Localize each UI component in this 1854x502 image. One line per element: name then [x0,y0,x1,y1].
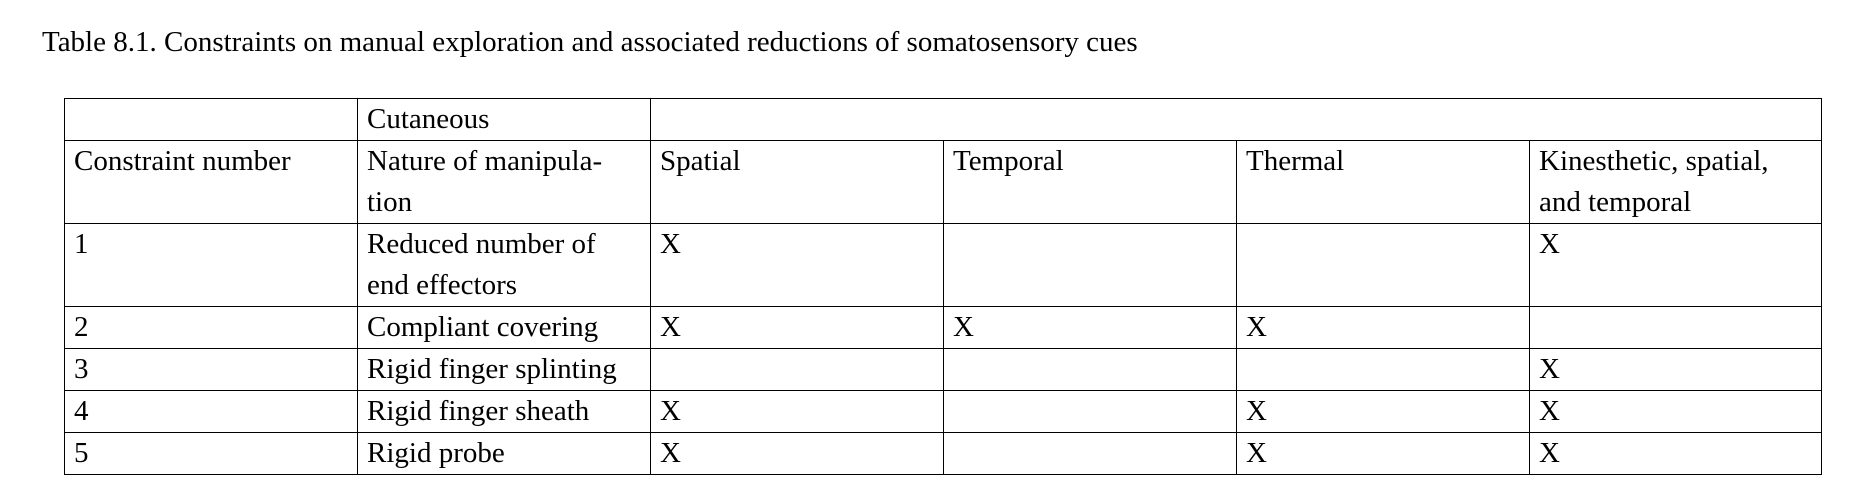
cell-temporal [944,224,1237,307]
cell-number: 4 [65,391,358,433]
cell-spatial: X [651,224,944,307]
header-thermal: Thermal [1237,141,1530,224]
cell-number: 3 [65,349,358,391]
cell-nature-line1: Reduced number of [367,228,596,260]
table-caption: Table 8.1. Constraints on manual exploration and associated reductions of somatosensory cues [42,26,1138,58]
cell-nature [358,224,651,307]
header-temporal: Temporal [944,141,1237,224]
header-kinesthetic [1530,141,1822,224]
cell-thermal: X [1237,433,1530,475]
header-nature-line2: tion [367,186,413,218]
group-header-empty-cell [651,99,1822,141]
table-row [65,349,1822,391]
header-nature-of-manipulation [358,141,651,224]
cell-nature: Compliant covering [358,307,651,349]
cell-temporal: X [944,307,1237,349]
cell-number: 2 [65,307,358,349]
group-header-row [65,99,1822,141]
cell-spatial: X [651,433,944,475]
cell-temporal [944,433,1237,475]
cell-kinesthetic: X [1530,433,1822,475]
cell-kinesthetic: X [1530,349,1822,391]
cell-nature: Rigid probe [358,433,651,475]
cell-thermal: X [1237,307,1530,349]
cell-temporal [944,349,1237,391]
table-row [65,224,1822,307]
table-row [65,433,1822,475]
empty-corner-cell [65,99,358,141]
cell-spatial [651,349,944,391]
header-spatial: Spatial [651,141,944,224]
cell-kinesthetic: X [1530,224,1822,307]
cell-kinesthetic [1530,307,1822,349]
cell-number: 1 [65,224,358,307]
cell-nature: Rigid finger sheath [358,391,651,433]
table-row [65,307,1822,349]
column-header-row [65,141,1822,224]
cell-thermal: X [1237,391,1530,433]
cell-thermal [1237,349,1530,391]
group-header-cutaneous: Cutaneous [358,99,651,141]
header-kinesthetic-line1: Kinesthetic, spatial, [1539,145,1769,177]
header-nature-line1: Nature of manipula- [367,145,603,177]
cell-spatial: X [651,391,944,433]
cell-number: 5 [65,433,358,475]
cell-nature: Rigid finger splinting [358,349,651,391]
header-constraint-number: Constraint number [65,141,358,224]
header-kinesthetic-line2: and temporal [1539,186,1692,218]
table-row [65,391,1822,433]
cell-spatial: X [651,307,944,349]
cell-temporal [944,391,1237,433]
cell-nature-line2: end effectors [367,269,518,301]
cell-kinesthetic: X [1530,391,1822,433]
constraints-table [64,98,1822,475]
cell-thermal [1237,224,1530,307]
